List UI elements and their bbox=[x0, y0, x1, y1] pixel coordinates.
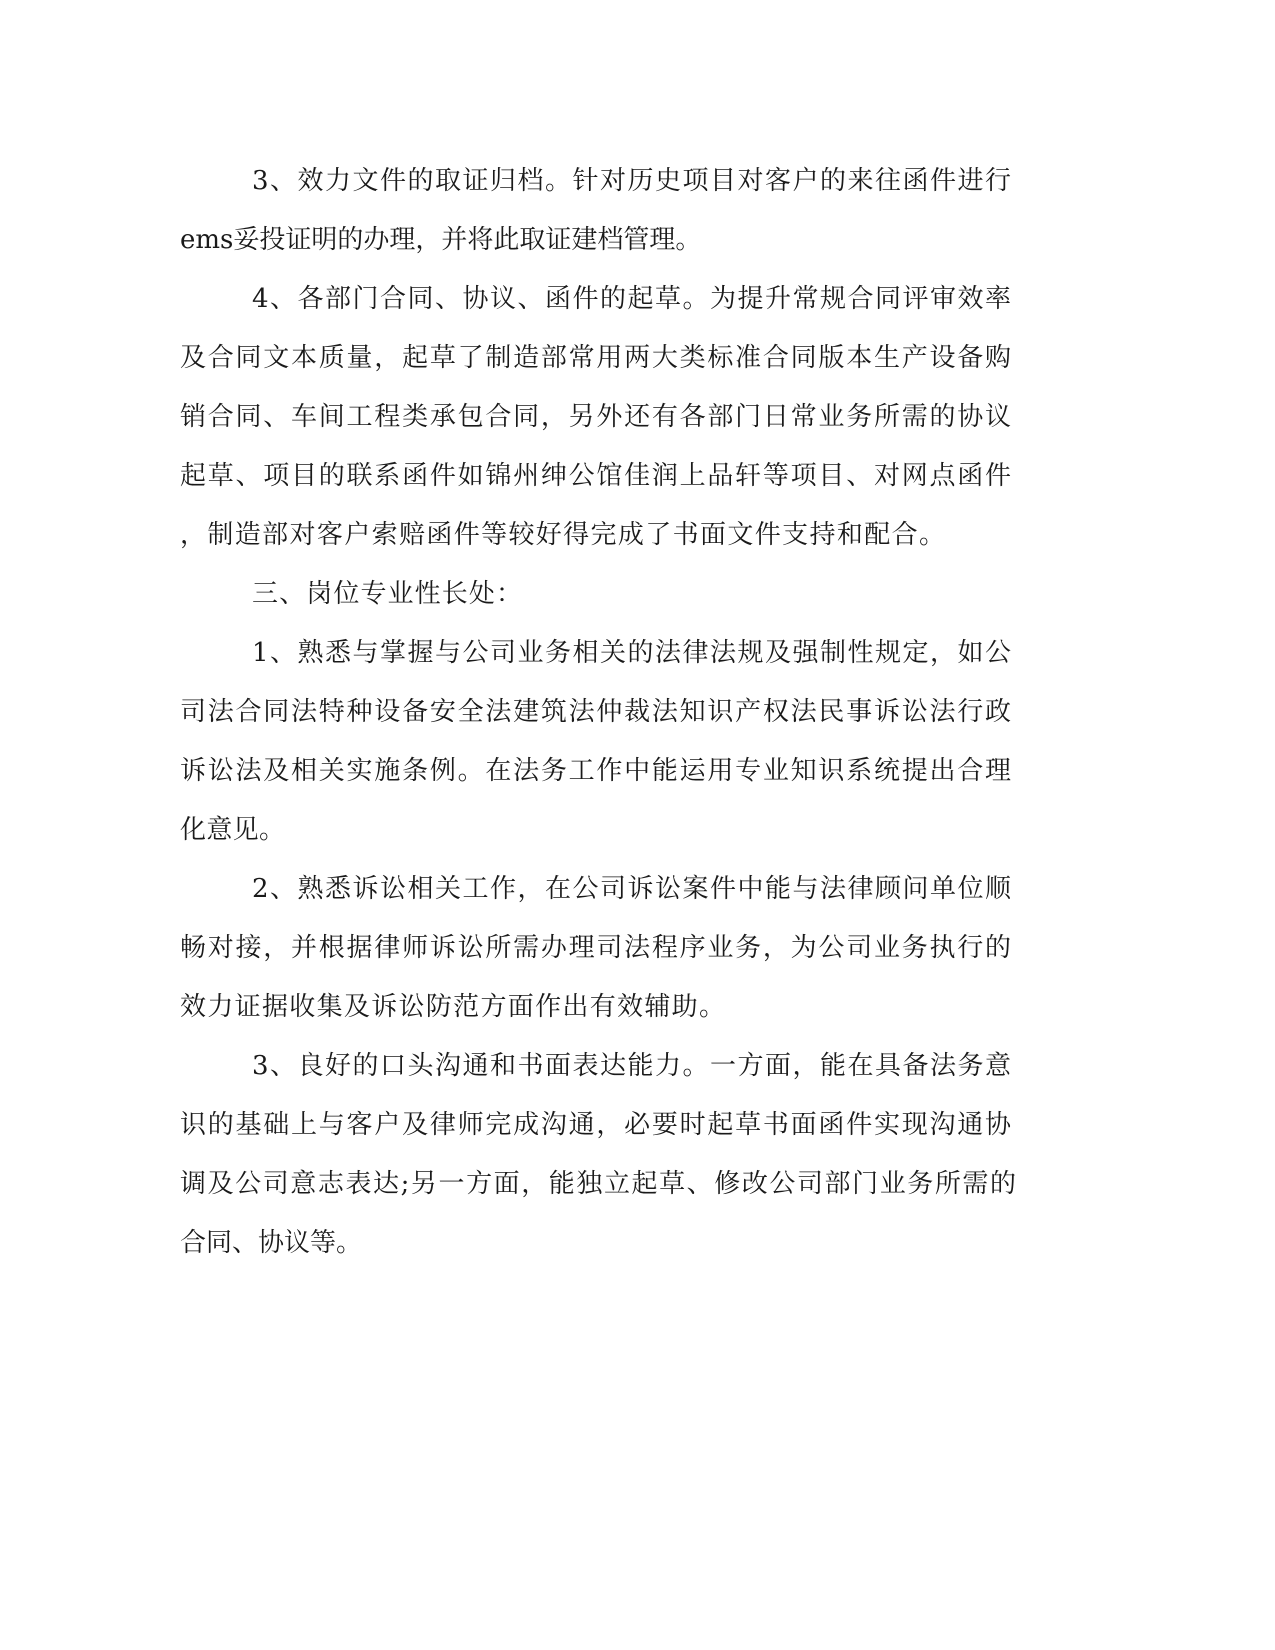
line-text: 调及公司意志表达;另一方面，能独立起草、修改公司部门业务所需的 bbox=[180, 1169, 1016, 1199]
line-text: 4、各部门合同、协议、函件的起草。为提升常规合同评审效率 bbox=[252, 284, 1011, 314]
text-line bbox=[0, 220, 1275, 260]
line-text: 合同、协议等。 bbox=[180, 1228, 363, 1258]
line-text: 司法合同法特种设备安全法建筑法仲裁法知识产权法民事诉讼法行政 bbox=[180, 697, 1011, 727]
text-line bbox=[0, 869, 1275, 909]
text-line bbox=[0, 574, 1275, 614]
line-text: 诉讼法及相关实施条例。在法务工作中能运用专业知识系统提出合理 bbox=[180, 756, 1011, 786]
line-text: ，制造部对客户索赔函件等较好得完成了书面文件支持和配合。 bbox=[180, 520, 945, 550]
line-text: 销合同、车间工程类承包合同，另外还有各部门日常业务所需的协议 bbox=[180, 402, 1011, 432]
text-line bbox=[0, 987, 1275, 1027]
text-line bbox=[0, 1046, 1275, 1086]
text-line bbox=[0, 515, 1275, 555]
text-line bbox=[0, 1105, 1275, 1145]
text-line bbox=[0, 692, 1275, 732]
text-line bbox=[0, 1164, 1275, 1204]
text-line bbox=[0, 161, 1275, 201]
text-line bbox=[0, 279, 1275, 319]
line-text: 化意见。 bbox=[180, 815, 285, 845]
line-text: 3、效力文件的取证归档。针对历史项目对客户的来往函件进行 bbox=[252, 166, 1011, 196]
text-line bbox=[0, 810, 1275, 850]
line-text: 三、岗位专业性长处： bbox=[252, 579, 522, 609]
text-line bbox=[0, 751, 1275, 791]
text-line bbox=[0, 1223, 1275, 1263]
line-text: 畅对接，并根据律师诉讼所需办理司法程序业务，为公司业务执行的 bbox=[180, 933, 1011, 963]
line-text: 2、熟悉诉讼相关工作，在公司诉讼案件中能与法律顾问单位顺 bbox=[252, 874, 1011, 904]
line-text: 起草、项目的联系函件如锦州绅公馆佳润上品轩等项目、对网点函件 bbox=[180, 461, 1011, 491]
text-line bbox=[0, 397, 1275, 437]
text-line bbox=[0, 928, 1275, 968]
line-text: 效力证据收集及诉讼防范方面作出有效辅助。 bbox=[180, 992, 725, 1022]
line-text: 及合同文本质量，起草了制造部常用两大类标准合同版本生产设备购 bbox=[180, 343, 1011, 373]
text-line bbox=[0, 633, 1275, 673]
line-text: 1、熟悉与掌握与公司业务相关的法律法规及强制性规定，如公 bbox=[252, 638, 1011, 668]
line-text: ems妥投证明的办理，并将此取证建档管理。 bbox=[180, 225, 702, 255]
line-text: 3、良好的口头沟通和书面表达能力。一方面，能在具备法务意 bbox=[252, 1051, 1011, 1081]
text-line bbox=[0, 338, 1275, 378]
line-text: 识的基础上与客户及律师完成沟通，必要时起草书面函件实现沟通协 bbox=[180, 1110, 1011, 1140]
text-line bbox=[0, 456, 1275, 496]
